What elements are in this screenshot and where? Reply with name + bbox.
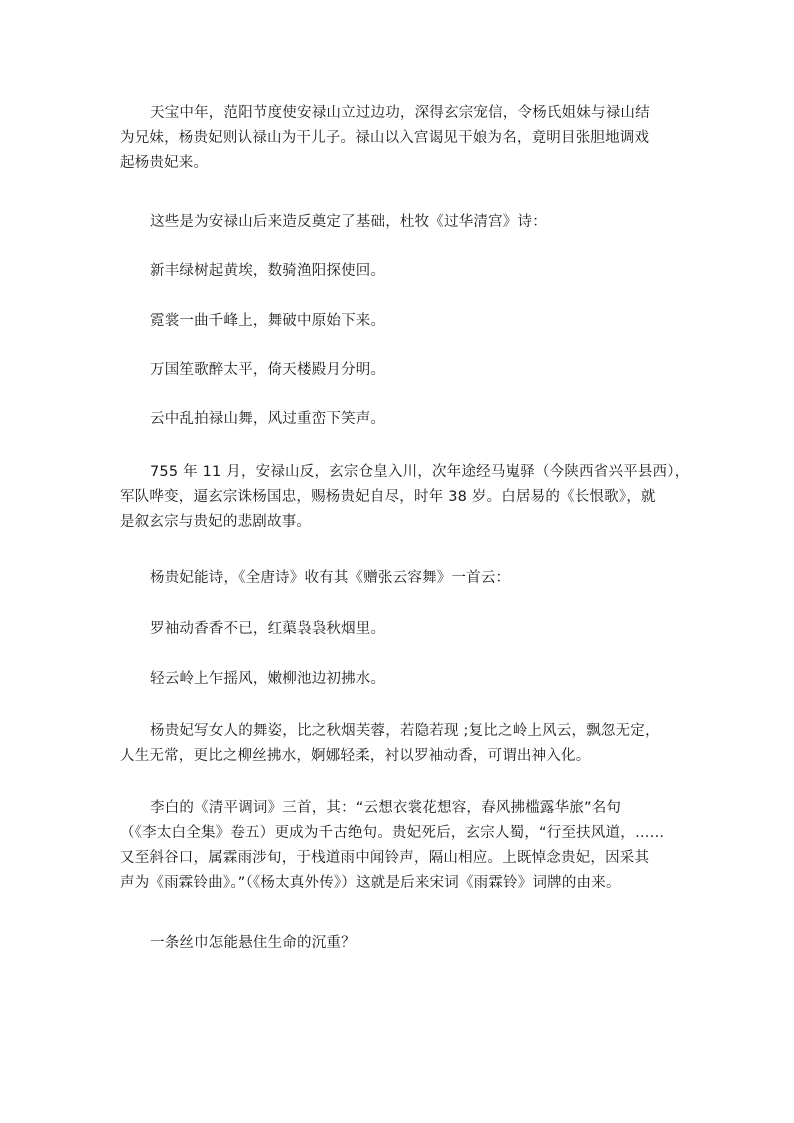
text-line: 新丰绿树起黄埃，数骑渔阳探使回。 [150, 263, 386, 279]
text-line: 是叙玄宗与贵妃的悲剧故事。 [120, 514, 312, 530]
paragraph [120, 719, 680, 769]
text-line: 万国笙歌醉太平，倚天楼殿月分明。 [150, 362, 386, 378]
poem-line [120, 617, 680, 642]
poem-line [120, 358, 680, 383]
poem-line [120, 309, 680, 334]
text-line: 为兄妹，杨贵妃则认禄山为干儿子。禄山以入宫谒见干娘为名，竟明目张胆地调戏 [120, 130, 650, 146]
text-line: 人生无常，更比之柳丝拂水，婀娜轻柔，衬以罗袖动香，可谓出神入化。 [120, 748, 591, 764]
text-line: 755 年 11 月，安禄山反，玄宗仓皇入川，次年途经马嵬驿（今陕西省兴平县西）， [150, 464, 690, 480]
text-line: 云中乱拍禄山舞，风过重峦下笑声。 [150, 411, 386, 427]
text-line: （《李太白全集》卷五）更成为千古绝句。贵妃死后，玄宗人蜀，“行至扶风道，…… [120, 825, 665, 841]
paragraph [120, 210, 680, 235]
text-line: 军队哗变，逼玄宗诛杨国忠，赐杨贵妃自尽，时年 38 岁。白居易的《长恨歌》，就 [120, 489, 656, 505]
paragraph [120, 460, 690, 535]
poem-line [120, 667, 680, 692]
paragraph [120, 796, 680, 896]
paragraph [120, 101, 680, 176]
text-line: 这些是为安禄山后来造反奠定了基础，杜牧《过华清宫》诗： [150, 214, 547, 230]
text-line: 霓裳一曲千峰上，舞破中原始下来。 [150, 313, 386, 329]
text-line: 杨贵妃写女人的舞姿，比之秋烟芙蓉，若隐若现 ;复比之岭上风云，飘忽无定， [150, 723, 660, 739]
text-line: 罗袖动香香不已，红蕖袅袅秋烟里。 [150, 621, 386, 637]
text-line: 轻云岭上乍摇风，嫩柳池边初拂水。 [150, 671, 386, 687]
text-line: 又至斜谷口，属霖雨涉旬，于栈道雨中闻铃声，隔山相应。上既悼念贵妃，因采其 [120, 850, 650, 866]
text-line: 声为《雨霖铃曲》。”（《杨太真外传》）这就是后来宋词《雨霖铃》词牌的由来。 [120, 875, 621, 891]
text-line: 李白的《清平调词》三首，其：“云想衣裳花想容，春风拂槛露华旅”名句 [150, 800, 622, 816]
text-line: 天宝中年，范阳节度使安禄山立过边功，深得玄宗宠信，令杨氏姐妹与禄山结 [150, 105, 650, 121]
paragraph [120, 566, 680, 591]
paragraph [120, 931, 680, 956]
text-line: 杨贵妃能诗，《全唐诗》收有其《赠张云容舞》一首云： [150, 570, 511, 586]
poem-line [120, 407, 680, 432]
poem-line [120, 259, 680, 284]
text-line: 一条丝巾怎能悬住生命的沉重？ [150, 935, 356, 951]
text-line: 起杨贵妃来。 [120, 155, 209, 171]
